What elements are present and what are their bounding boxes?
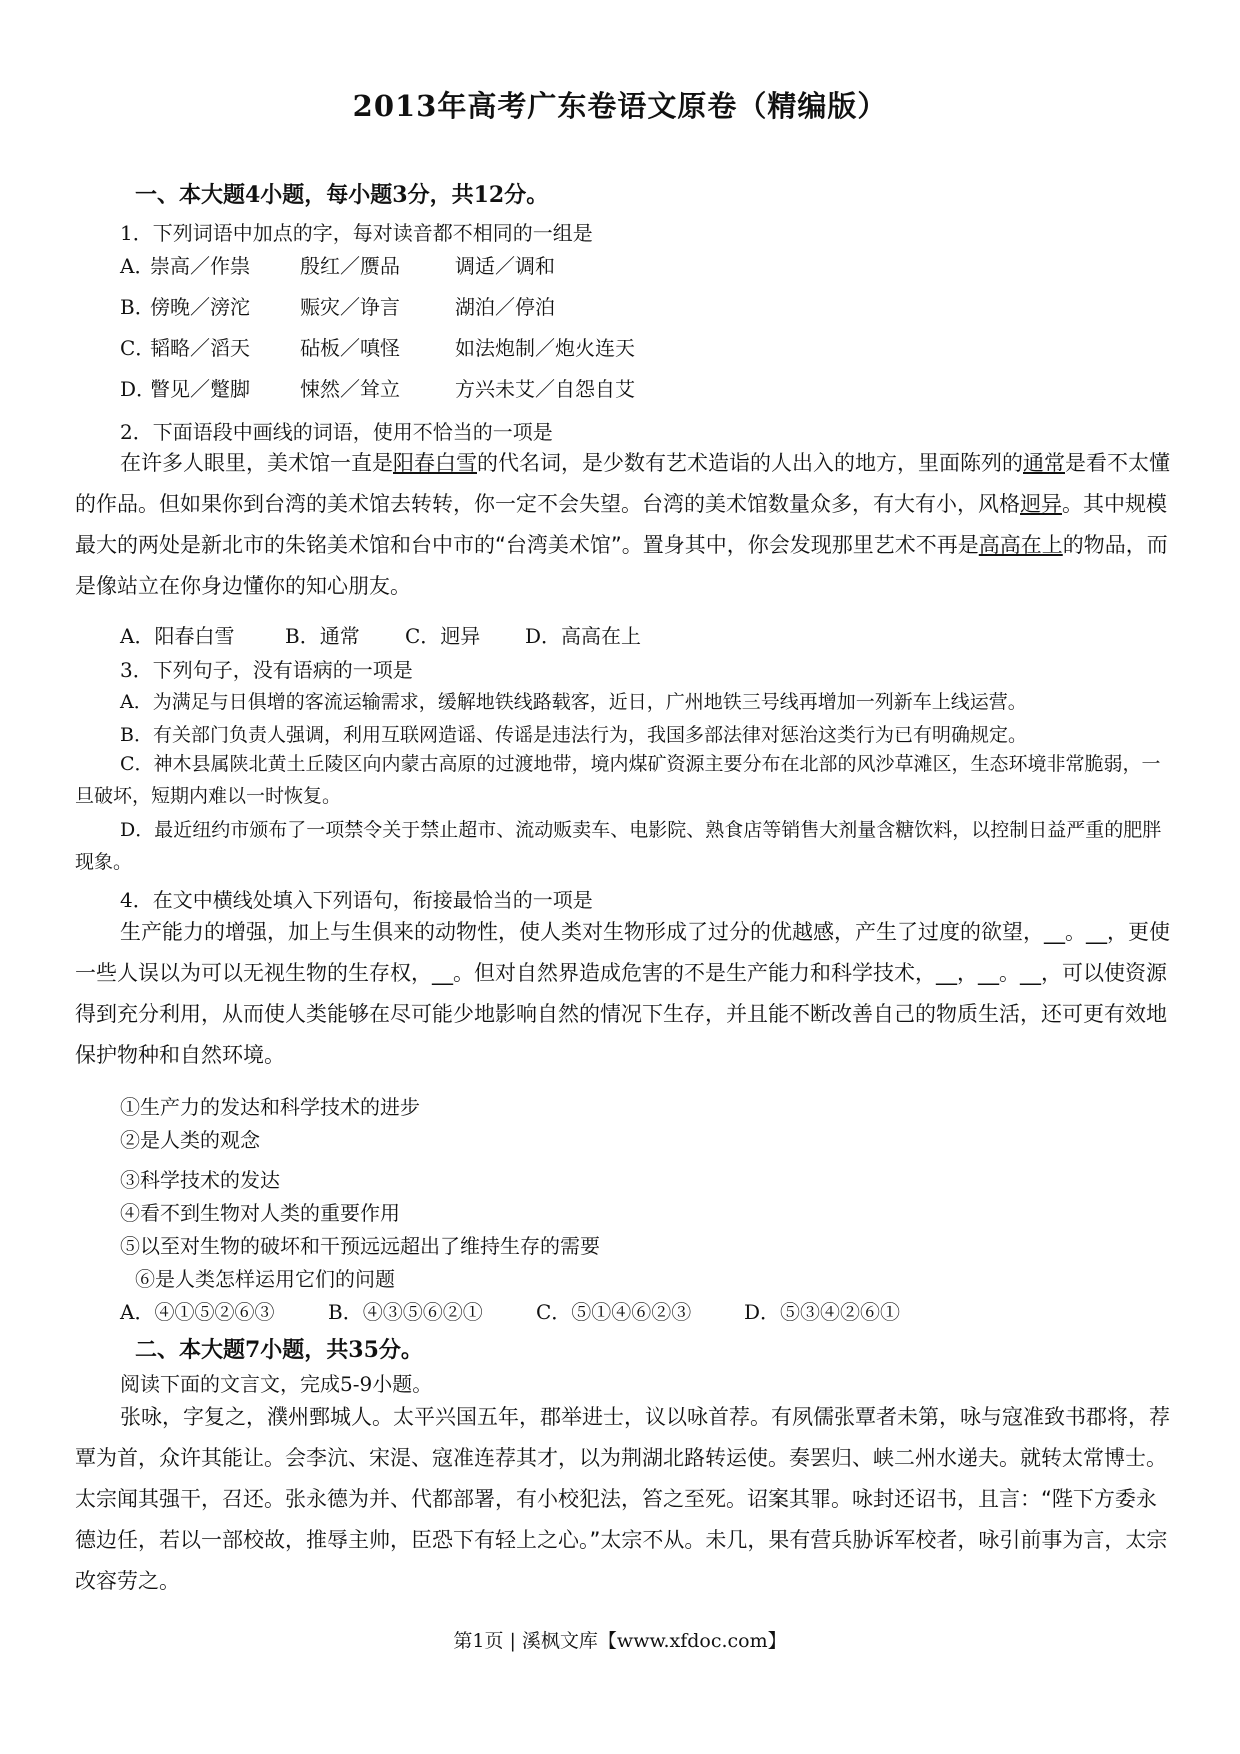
q1-option-b — [120, 291, 555, 320]
q3-stem: 3．下列句子，没有语病的一项是 — [120, 658, 413, 682]
option: B．通常 — [285, 624, 360, 648]
option-label: B． — [120, 295, 155, 319]
word-pair: 瞥见／蹩脚 — [150, 377, 250, 401]
q2-stem: 2．下面语段中画线的词语，使用不恰当的一项是 — [120, 420, 553, 444]
q4-passage: 生产能力的增强，加上与生俱来的动物性，使人类对生物形成了过分的优越感，产生了过度的欲望，__。__，更使一些人误以为可以无视生物的生存权，__。但对自然界造成危害的不是生产能力和科学技术，__，__。__，可以使资源得到充分利用，从而使人类能够在尽可能少地影响自然的情况下生存，并且能不断改善自己的物质生活，还可更有效地保护物种和自然环境。 — [75, 920, 1170, 1067]
q1-option-a — [120, 250, 555, 279]
option-label: A． — [120, 254, 155, 278]
word-pair: 崇高／作祟 — [150, 254, 250, 278]
q4-stem: 4．在文中横线处填入下列语句，衔接最恰当的一项是 — [120, 888, 593, 912]
q4-item: ④看不到生物对人类的重要作用 — [120, 1201, 400, 1225]
passage-text: 。其中规模最大的两处是新北市的朱铭美术馆和台中市的“台湾美术馆”。置身其中，你会发现那里艺术不再是 — [75, 492, 1167, 557]
page-footer: 第1页 | 溪枫文库【www.xfdoc.com】 — [453, 1630, 787, 1652]
q3-option-b: B．有关部门负责人强调，利用互联网造谣、传谣是违法行为，我国多部法律对惩治这类行为已有明确规定。 — [120, 724, 1027, 746]
section-two-header: 二、本大题7小题，共35分。 — [135, 1337, 423, 1363]
option: A．④①⑤②⑥③ — [120, 1300, 275, 1324]
q4-item: ⑥是人类怎样运用它们的问题 — [135, 1267, 395, 1291]
classical-passage: 张咏，字复之，濮州鄄城人。太平兴国五年，郡举进士，议以咏首荐。有夙儒张覃者未第，咏与寇准致书郡将，荐覃为首，众许其能让。会李沆、宋湜、寇准连荐其才，以为荆湖北路转运使。奏罢归、峡二州水递夫。就转太常博士。太宗闻其强干，召还。张永德为并、代都部署，有小校犯法，笞之至死。诏案其罪。咏封还诏书，且言：“陛下方委永德边任，若以一部校故，推辱主帅，臣恐下有轻上之心。”太宗不从。未几，果有营兵胁诉军校者，咏引前事为言，太宗改容劳之。 — [75, 1405, 1170, 1593]
word-pair: 方兴未艾／自怨自艾 — [455, 377, 635, 401]
option: D．高高在上 — [525, 624, 642, 648]
q1-option-c — [120, 332, 635, 361]
underlined-term: 迥异 — [1020, 492, 1062, 516]
word-pair: 悚然／耸立 — [300, 377, 400, 401]
section-two-intro: 阅读下面的文言文，完成5-9小题。 — [120, 1372, 433, 1396]
underlined-term: 通常 — [1023, 451, 1065, 475]
word-pair: 调适／调和 — [455, 254, 555, 278]
q2-options — [120, 620, 641, 649]
passage-text: 的物品，而是像站立在你身边懂你的知心朋友。 — [75, 533, 1168, 598]
word-pair: 赈灾／诤言 — [300, 295, 400, 319]
q3-option-a: A．为满足与日俱增的客流运输需求，缓解地铁线路载客，近日，广州地铁三号线再增加一列新车上线运营。 — [120, 691, 1027, 713]
q1-stem: 1．下列词语中加点的字，每对读音都不相同的一组是 — [120, 221, 593, 245]
word-pair: 湖泊／停泊 — [455, 295, 555, 319]
q2-passage — [75, 443, 1175, 607]
q4-item: ⑤以至对生物的破坏和干预远远超出了维持生存的需要 — [120, 1234, 600, 1258]
option: D．⑤③④②⑥① — [744, 1300, 901, 1324]
underlined-term: 高高在上 — [978, 533, 1063, 557]
option-label: C． — [120, 336, 156, 360]
q3-option-d: D．最近纽约市颁布了一项禁令关于禁止超市、流动贩卖车、电影院、熟食店等销售大剂量含糖饮料，以控制日益严重的肥胖现象。 — [75, 819, 1162, 873]
word-pair: 韬略／滔天 — [150, 336, 250, 360]
option-label: D． — [120, 377, 157, 401]
word-pair: 砧板／嗔怪 — [300, 336, 400, 360]
passage-text: 的代名词，是少数有艺术造诣的人出入的地方，里面陈列的 — [477, 451, 1023, 475]
word-pair: 傍晚／滂沱 — [150, 295, 250, 319]
q4-item: ③科学技术的发达 — [120, 1168, 280, 1192]
word-pair: 殷红／赝品 — [300, 254, 400, 278]
option: A．阳春白雪 — [120, 624, 235, 648]
q4-item: ②是人类的观念 — [120, 1128, 260, 1152]
word-pair: 如法炮制／炮火连天 — [455, 336, 635, 360]
option: C．迥异 — [405, 624, 481, 648]
underlined-term: 阳春白雪 — [393, 451, 477, 475]
section-one-header: 一、本大题4小题，每小题3分，共12分。 — [135, 182, 549, 208]
option: C．⑤①④⑥②③ — [536, 1300, 692, 1324]
option: B．④③⑤⑥②① — [328, 1300, 483, 1324]
q4-options — [120, 1296, 900, 1325]
passage-text: 在许多人眼里，美术馆一直是 — [120, 451, 393, 475]
page-title: 2013年高考广东卷语文原卷（精编版） — [352, 89, 888, 123]
q3-option-c: C．神木县属陕北黄土丘陵区向内蒙古高原的过渡地带，境内煤矿资源主要分布在北部的风沙草滩区，生态环境非常脆弱，一旦破坏，短期内难以一时恢复。 — [75, 753, 1161, 807]
passage-text: 是看不太懂的作品。但如果你到台湾的美术馆去转转，你一定不会失望。台湾的美术馆数量众多，有大有小，风格 — [75, 451, 1170, 516]
q4-item: ①生产力的发达和科学技术的进步 — [120, 1095, 420, 1119]
q1-option-d — [120, 373, 635, 402]
